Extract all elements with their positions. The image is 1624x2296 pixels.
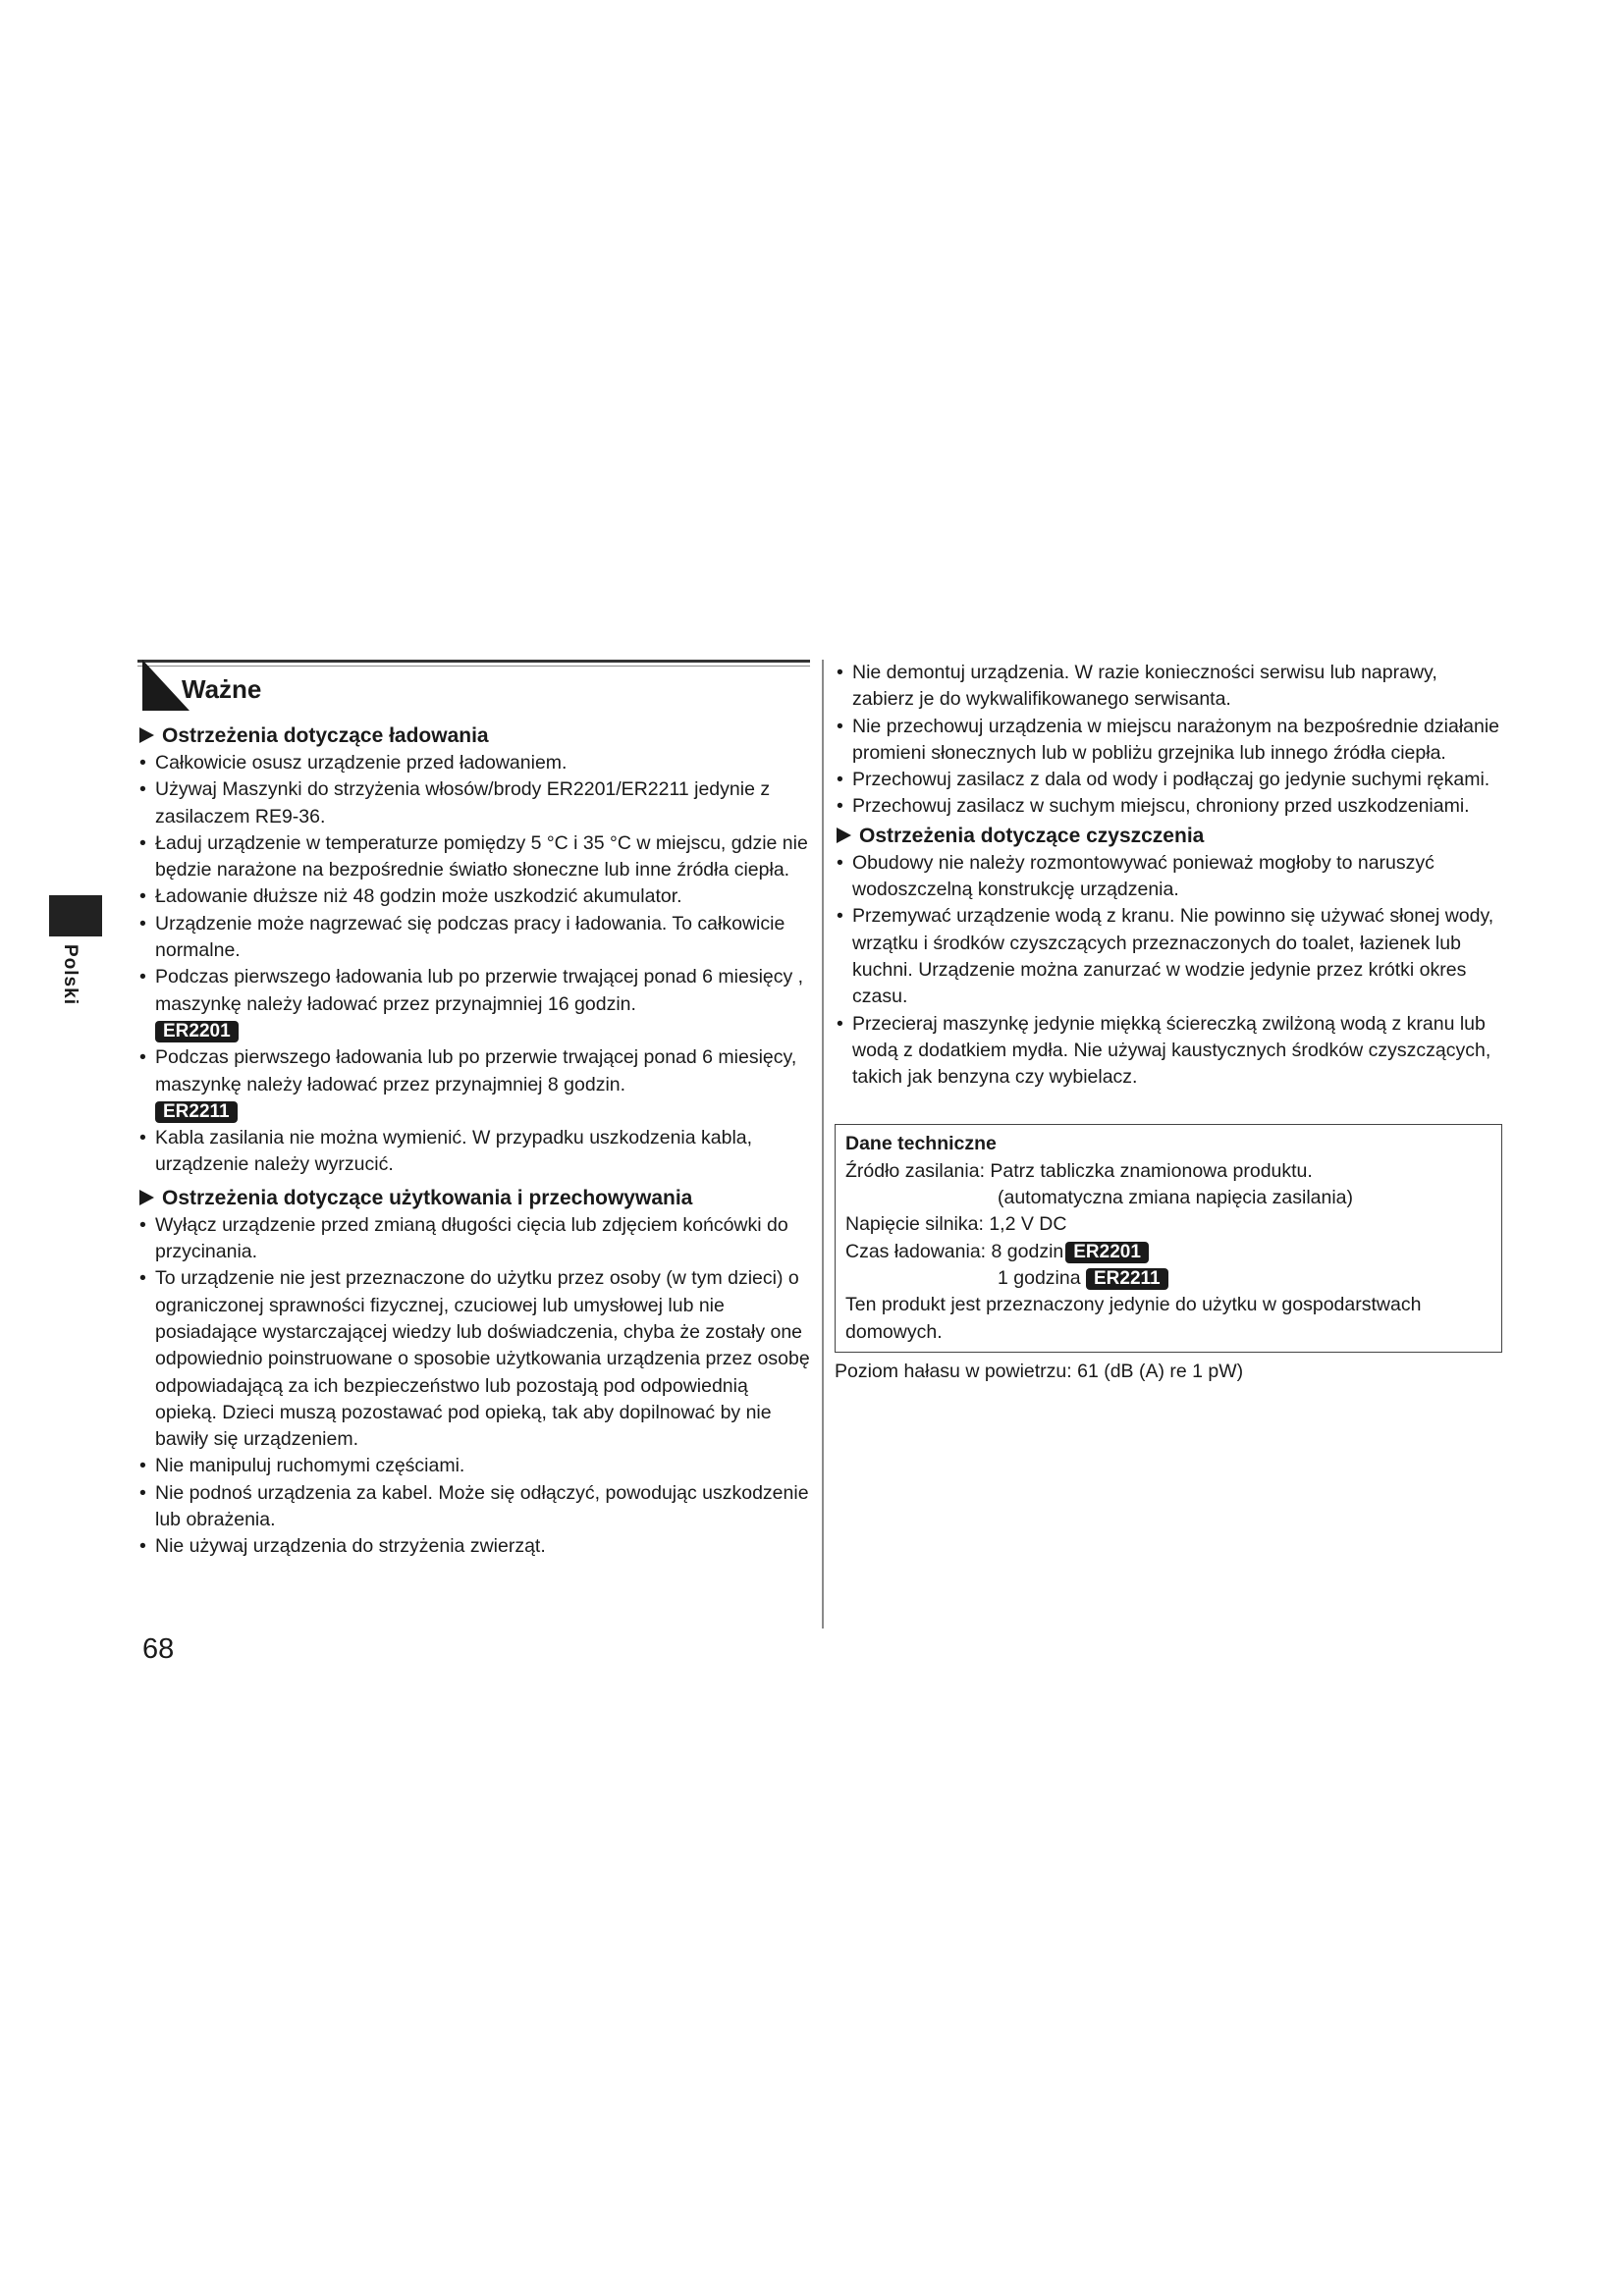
- arrow-right-icon: [139, 1190, 154, 1205]
- list-item: • Przecieraj maszynkę jedynie miękką ściereczką zwilżoną wodą z kranu lub wodą z dodatkiem mydła. Nie używaj kaustycznych środków czyszczących, takich jak benzyna czy wybielacz.: [837, 1012, 1491, 1089]
- list-item: • Przemywać urządzenie wodą z kranu. Nie powinno się używać słonej wody, wrzątku i środków czyszczących przeznaczonych do toalet, łazienek lub kuchni. Urządzenie można zanurzać w wodzie jedynie przez krótki okres czasu.: [837, 905, 1494, 1008]
- cleaning-list: [835, 850, 1502, 1092]
- charging-list: [137, 750, 810, 1179]
- list-item: • Nie używaj urządzenia do strzyżenia zwierząt.: [139, 1535, 546, 1558]
- power-note-row: (automatyczna zmiana napięcia zasilania): [998, 1187, 1354, 1209]
- list-item: • Wyłącz urządzenie przed zmianą długości cięcia lub zdjęciem końcówki do przycinania.: [139, 1213, 788, 1263]
- list-item: • Obudowy nie należy rozmontowywać ponieważ mogłoby to naruszyć wodoszczelną konstrukcję urządzenia.: [837, 851, 1435, 901]
- list-item: • Nie demontuj urządzenia. W razie konieczności serwisu lub naprawy, zabierz je do wykwalifikowanego serwisanta.: [837, 662, 1437, 711]
- arrow-right-icon: [139, 727, 154, 743]
- list-item: • Urządzenie może nagrzewać się podczas pracy i ładowania. To całkowicie normalne.: [139, 912, 785, 962]
- header-rule-thin: [137, 666, 810, 667]
- charge-time-row: Czas ładowania: 8 godzin ER2201: [845, 1239, 1491, 1265]
- model-badge: ER2201: [155, 1021, 239, 1042]
- list-item: • Kabla zasilania nie można wymienić. W przypadku uszkodzenia kabla, urządzenie należy wyrzucić.: [139, 1127, 753, 1176]
- right-column: [835, 660, 1502, 1385]
- charging-heading: Ostrzeżenia dotyczące ładowania: [137, 722, 810, 750]
- left-column: [137, 660, 810, 1561]
- model-badge: ER2211: [1086, 1268, 1168, 1290]
- list-item: • Podczas pierwszego ładowania lub po przerwie trwającej ponad 6 miesięcy, maszynkę należy ładować przez przynajmniej 8 godzin. ER2211: [139, 1046, 797, 1122]
- list-item: • To urządzenie nie jest przeznaczone do użytku przez osoby (w tym dzieci) o ograniczonej sprawności fizycznej, czuciowej lub umysłowej lub nie posiadające wystarczającej wiedzy lub doświadczenia, chyba że zostały one odpowiednio poinstruowane o sposobie użytkowania urządzenia przez osobę odpowiadającą za ich bezpieczeństwo lub pozostają pod odpowiednią opieką. Dzieci muszą pozostawać pod opieką, tak aby dopilnować by nie bawiły się urządzeniem.: [139, 1267, 810, 1451]
- list-item: • Nie podnoś urządzenia za kabel. Może się odłączyć, powodując uszkodzenie lub obrażenia.: [139, 1481, 809, 1531]
- charge-time-row-2: 1 godzina ER2211: [845, 1265, 1491, 1292]
- list-item: • Nie przechowuj urządzenia w miejscu narażonym na bezpośrednie działanie promieni słonecznych lub w pobliżu grzejnika lub innego źródła ciepła.: [837, 715, 1500, 764]
- household-note: Ten produkt jest przeznaczony jedynie do użytku w gospodarstwach domowych.: [845, 1294, 1422, 1343]
- list-item: • Całkowicie osusz urządzenie przed ładowaniem.: [139, 752, 568, 774]
- section-header: [137, 660, 810, 713]
- usage-list: [137, 1212, 810, 1561]
- list-item: • Przechowuj zasilacz w suchym miejscu, chroniony przed uszkodzeniami.: [837, 795, 1470, 818]
- language-tab-label: Polski: [60, 944, 81, 1005]
- list-item: • Przechowuj zasilacz z dala od wody i podłączaj go jedynie suchymi rękami.: [837, 769, 1490, 791]
- noise-level: Poziom hałasu w powietrzu: 61 (dB (A) re 1 pW): [835, 1360, 1244, 1382]
- model-badge: ER2211: [155, 1101, 238, 1123]
- list-item: • Nie manipuluj ruchomymi częściami.: [139, 1455, 465, 1477]
- list-item: • Podczas pierwszego ładowania lub po przerwie trwającej ponad 6 miesięcy , maszynkę należy ładować przez przynajmniej 16 godzin. ER2201: [139, 966, 804, 1041]
- technical-data-box: [835, 1124, 1502, 1352]
- general-warnings-list: [835, 660, 1502, 821]
- arrow-right-icon: [837, 828, 851, 843]
- cleaning-heading: Ostrzeżenia dotyczące czyszczenia: [835, 823, 1502, 850]
- motor-voltage-row: Napięcie silnika: 1,2 V DC: [845, 1213, 1067, 1236]
- list-item: • Ładowanie dłuższe niż 48 godzin może uszkodzić akumulator.: [139, 885, 682, 908]
- column-divider: [822, 660, 824, 1629]
- list-item: • Używaj Maszynki do strzyżenia włosów/brody ER2201/ER2211 jedynie z zasilaczem RE9-36.: [139, 778, 771, 828]
- usage-heading: Ostrzeżenia dotyczące użytkowania i przechowywania: [137, 1185, 810, 1212]
- power-source-row: Źródło zasilania: Patrz tabliczka znamionowa produktu.: [845, 1159, 1313, 1182]
- page-number: 68: [142, 1633, 175, 1665]
- technical-data-title: Dane techniczne: [845, 1133, 997, 1155]
- list-item: • Ładuj urządzenie w temperaturze pomiędzy 5 °C i 35 °C w miejscu, gdzie nie będzie narażone na bezpośrednie światło słoneczne lub inne źródła ciepła.: [139, 831, 808, 881]
- section-title: Ważne: [182, 674, 262, 704]
- header-rule: [137, 660, 810, 663]
- model-badge: ER2201: [1065, 1242, 1149, 1263]
- language-tab-marker: [49, 895, 102, 936]
